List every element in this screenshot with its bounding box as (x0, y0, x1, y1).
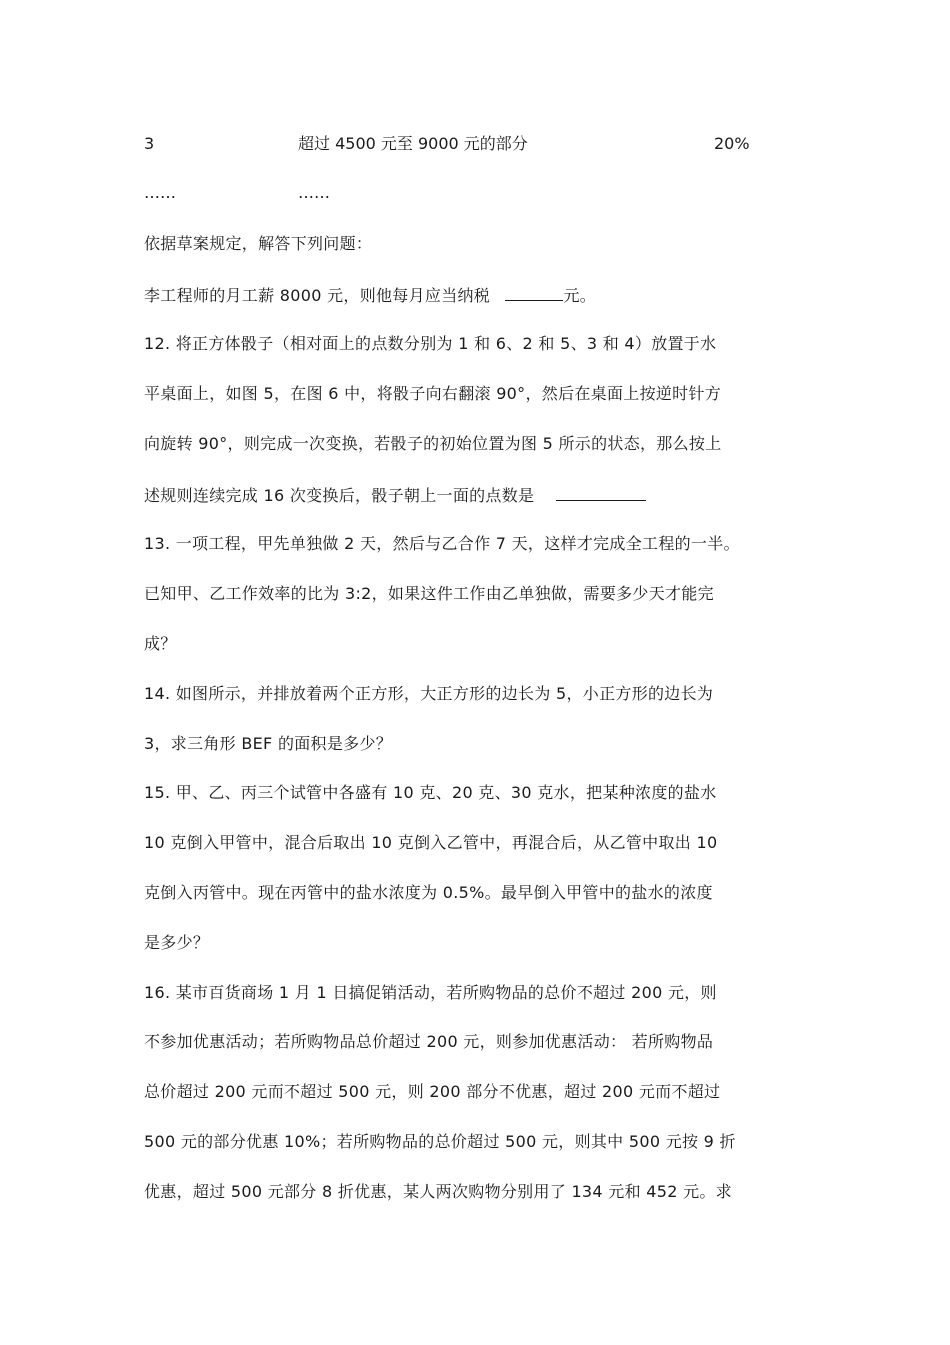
table-ellipsis-2: …… (298, 183, 330, 202)
text-line: 成？ (144, 634, 177, 653)
text-line: 依据草案规定，解答下列问题： (144, 234, 373, 253)
answer-blank (556, 484, 646, 501)
tax-question-line (144, 284, 596, 306)
tax-question-text: 李工程师的月工薪 8000 元，则他每月应当纳税 (144, 286, 491, 305)
text-line: 500 元的部分优惠 10%；若所购物品的总价超过 500 元，则其中 500 元按 9 折 (144, 1132, 736, 1151)
tax-suffix: 元。 (563, 286, 597, 305)
table-ellipsis-1: …… (144, 183, 176, 202)
text-line: 优惠，超过 500 元部分 8 折优惠，某人两次购物分别用了 134 元和 452 元。求 (144, 1182, 732, 1201)
text-line: 10 克倒入甲管中，混合后取出 10 克倒入乙管中，再混合后，从乙管中取出 10 (144, 833, 718, 852)
text-line: 13. 一项工程，甲先单独做 2 天，然后与乙合作 7 天，这样才完成全工程的一半。 (144, 534, 740, 553)
text-line: 平桌面上，如图 5，在图 6 中，将骰子向右翻滚 90°，然后在桌面上按逆时针方 (144, 384, 722, 403)
text-line: 克倒入丙管中。现在丙管中的盐水浓度为 0.5%。最早倒入甲管中的盐水的浓度 (144, 883, 713, 902)
text-line: 14. 如图所示，并排放着两个正方形，大正方形的边长为 5，小正方形的边长为 (144, 684, 714, 703)
text-line: 16. 某市百货商场 1 月 1 日搞促销活动，若所购物品的总价不超过 200 元，则 (144, 983, 717, 1002)
text-line: 是多少？ (144, 933, 210, 952)
text-line: 12. 将正方体骰子（相对面上的点数分别为 1 和 6、2 和 5、3 和 4）放置于水 (144, 334, 717, 353)
text-line: 15. 甲、乙、丙三个试管中各盛有 10 克、20 克、30 克水，把某种浓度的盐水 (144, 783, 717, 802)
text-line: 总价超过 200 元而不超过 500 元，则 200 部分不优惠，超过 200 元而不超过 (144, 1082, 721, 1101)
text-line: 向旋转 90°，则完成一次变换，若骰子的初始位置为图 5 所示的状态，那么按上 (144, 434, 722, 453)
table-level: 3 (144, 134, 155, 153)
answer-blank (505, 284, 563, 301)
text-line: 3，求三角形 BEF 的面积是多少？ (144, 734, 393, 753)
text-line: 不参加优惠活动；若所购物品总价超过 200 元，则参加优惠活动： 若所购物品 (144, 1032, 714, 1051)
dice-question-line (144, 484, 646, 506)
text-line: 已知甲、乙工作效率的比为 3:2，如果这件工作由乙单独做，需要多少天才能完 (144, 584, 714, 603)
dice-question-text: 述规则连续完成 16 次变换后，骰子朝上一面的点数是 (144, 486, 535, 505)
table-rate: 20% (714, 134, 750, 153)
table-range: 超过 4500 元至 9000 元的部分 (298, 134, 528, 153)
